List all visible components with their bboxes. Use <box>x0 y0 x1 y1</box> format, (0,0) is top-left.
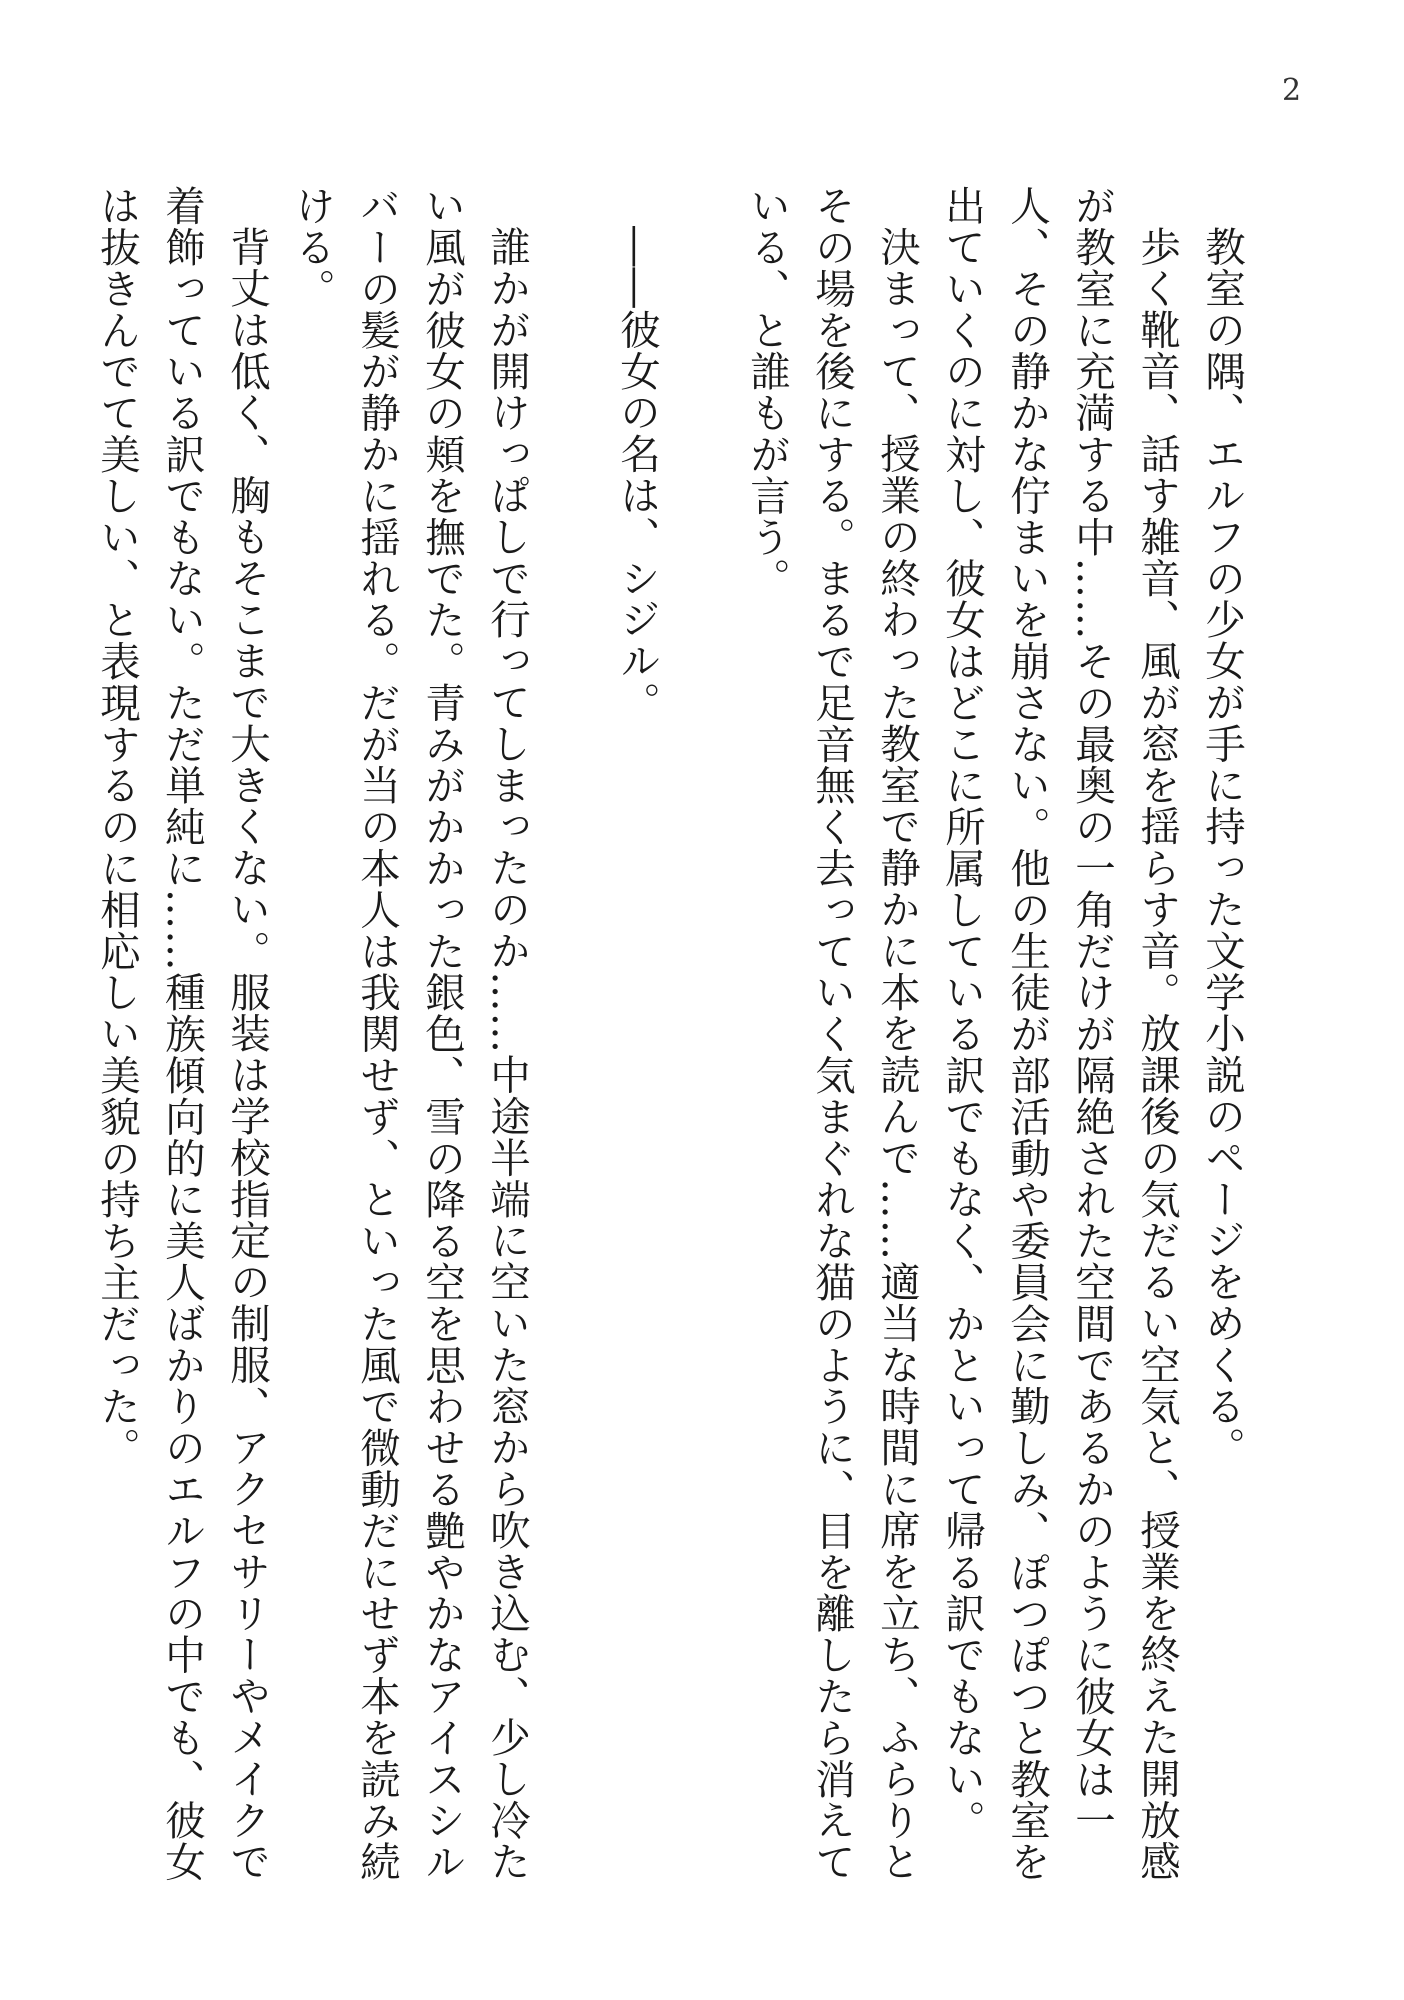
paragraph-2: 歩く靴音、話す雑音、風が窓を揺らす音。放課後の気だるい空気と、授業を終えた開放感が教室に充満する中……その最奥の一角だけが隔絶された空間であるかのように彼女は一人、その静かな佇まいを崩さない。他の生徒が部活動や委員会に勤しみ、ぽつぽつと教室を出ていくのに対し、彼女はどこに所属している訳でもなく、かといって帰る訳でもない。 <box>938 185 1181 1883</box>
paragraph-1: 教室の隅、エルフの少女が手に持った文学小説のページをめくる。 <box>1198 225 1246 1468</box>
paragraph-6: 背丈は低く、胸もそこまで大きくない。服装は学校指定の制服、アクセサリーやメイクで着飾っている訳でもない。ただ単純に……種族傾向的に美人ばかりのエルフの中でも、彼女は抜きんでて美しい、と表現するのに相応しい美貌の持ち主だった。 <box>93 185 271 1883</box>
paragraph-3: 決まって、授業の終わった教室で静かに本を読んで……適当な時間に席を立ち、ふらりとその場を後にする。まるで足音無く去っていく気まぐれな猫のように、目を離したら消えている、と誰もが言う。 <box>743 185 921 1883</box>
novel-body-text <box>93 185 1254 1885</box>
paragraph-5: 誰かが開けっぱしで行ってしまったのか……中途半端に空いた窓から吹き込む、少し冷たい風が彼女の頬を撫でた。青みがかかった銀色、雪の降る空を思わせる艶やかなアイスシルバーの髪が静かに揺れる。だが当の本人は我関せず、といった風で微動だにせず本を読み続ける。 <box>288 185 531 1883</box>
page-number: 2 <box>1282 73 1302 108</box>
blank-line <box>669 185 734 1885</box>
blank-line <box>539 185 604 1885</box>
paragraph-4: ――彼女の名は、シジル。 <box>613 225 661 723</box>
